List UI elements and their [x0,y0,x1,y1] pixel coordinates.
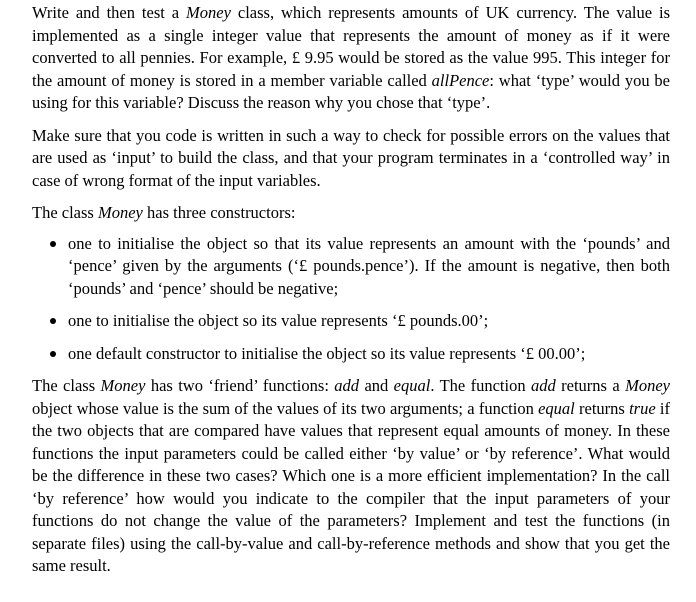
function-name-equal: equal [393,376,431,395]
constructors-list [32,233,670,366]
class-name-money: Money [97,203,143,222]
class-name-money: Money [625,376,670,395]
function-name-add: add [531,376,556,395]
function-name-add: add [334,376,360,395]
error-check-paragraph: Make sure that you code is written in such a way to check for possible errors on the values that are used as ‘input’ to build the class, and that your program terminates in a ‘controlled way’ in case of wrong format of the input variables. [32,125,670,190]
friend-functions-paragraph: The class Money has two ‘friend’ functions: add and equal. The function add returns a Money object whose value is the sum of the values of its two arguments; a function equal returns true if the two objects that are compared have values that represent equal amounts of money. In these functions the input parameters could be called either ‘by value’ or ‘by reference’. What would be the difference in these two cases? Which one is a more efficient implementation? In the call ‘by reference’ how would you indicate to the compiler that the input parameters of your functions do not change the value of the parameters? Implement and test the functions (in separate files) using the call-by-value and call-by-reference methods and show that you get the same result. [32,376,670,575]
bullet-icon [50,318,56,324]
list-item: one to initialise the object so that its value represents an amount with the ‘pounds’ and ‘pence’ given by the arguments (‘£ pounds.pence’). If the amount is negative, then both ‘pounds’ and ‘pence’ should be negative; [68,233,670,301]
variable-name-allpence: allPence [431,70,490,90]
intro-paragraph: Write and then test a Money class, which represents amounts of UK currency. The value is implemented as a single integer value that represents the amount of money as if it were converted to all pennies. For example, £ 9.95 would be stored as the value 995. This integer for the amount of money is stored in a member variable called allPence: what ‘type’ would you be using for this variable? Discuss the reason why you chose that ‘type’. [32,3,670,112]
bullet-icon [50,241,56,247]
bullet-icon [50,351,56,357]
class-name-money: Money [100,376,146,395]
class-name-money: Money [186,3,231,22]
list-item: one default constructor to initialise the object so its value represents ‘£ 00.00’; [68,343,670,366]
function-name-equal: equal [538,398,575,418]
constructors-heading-paragraph: The class Money has three constructors: [32,203,296,222]
list-item: one to initialise the object so its value represents ‘£ pounds.00’; [68,310,670,333]
keyword-true: true [629,398,656,418]
